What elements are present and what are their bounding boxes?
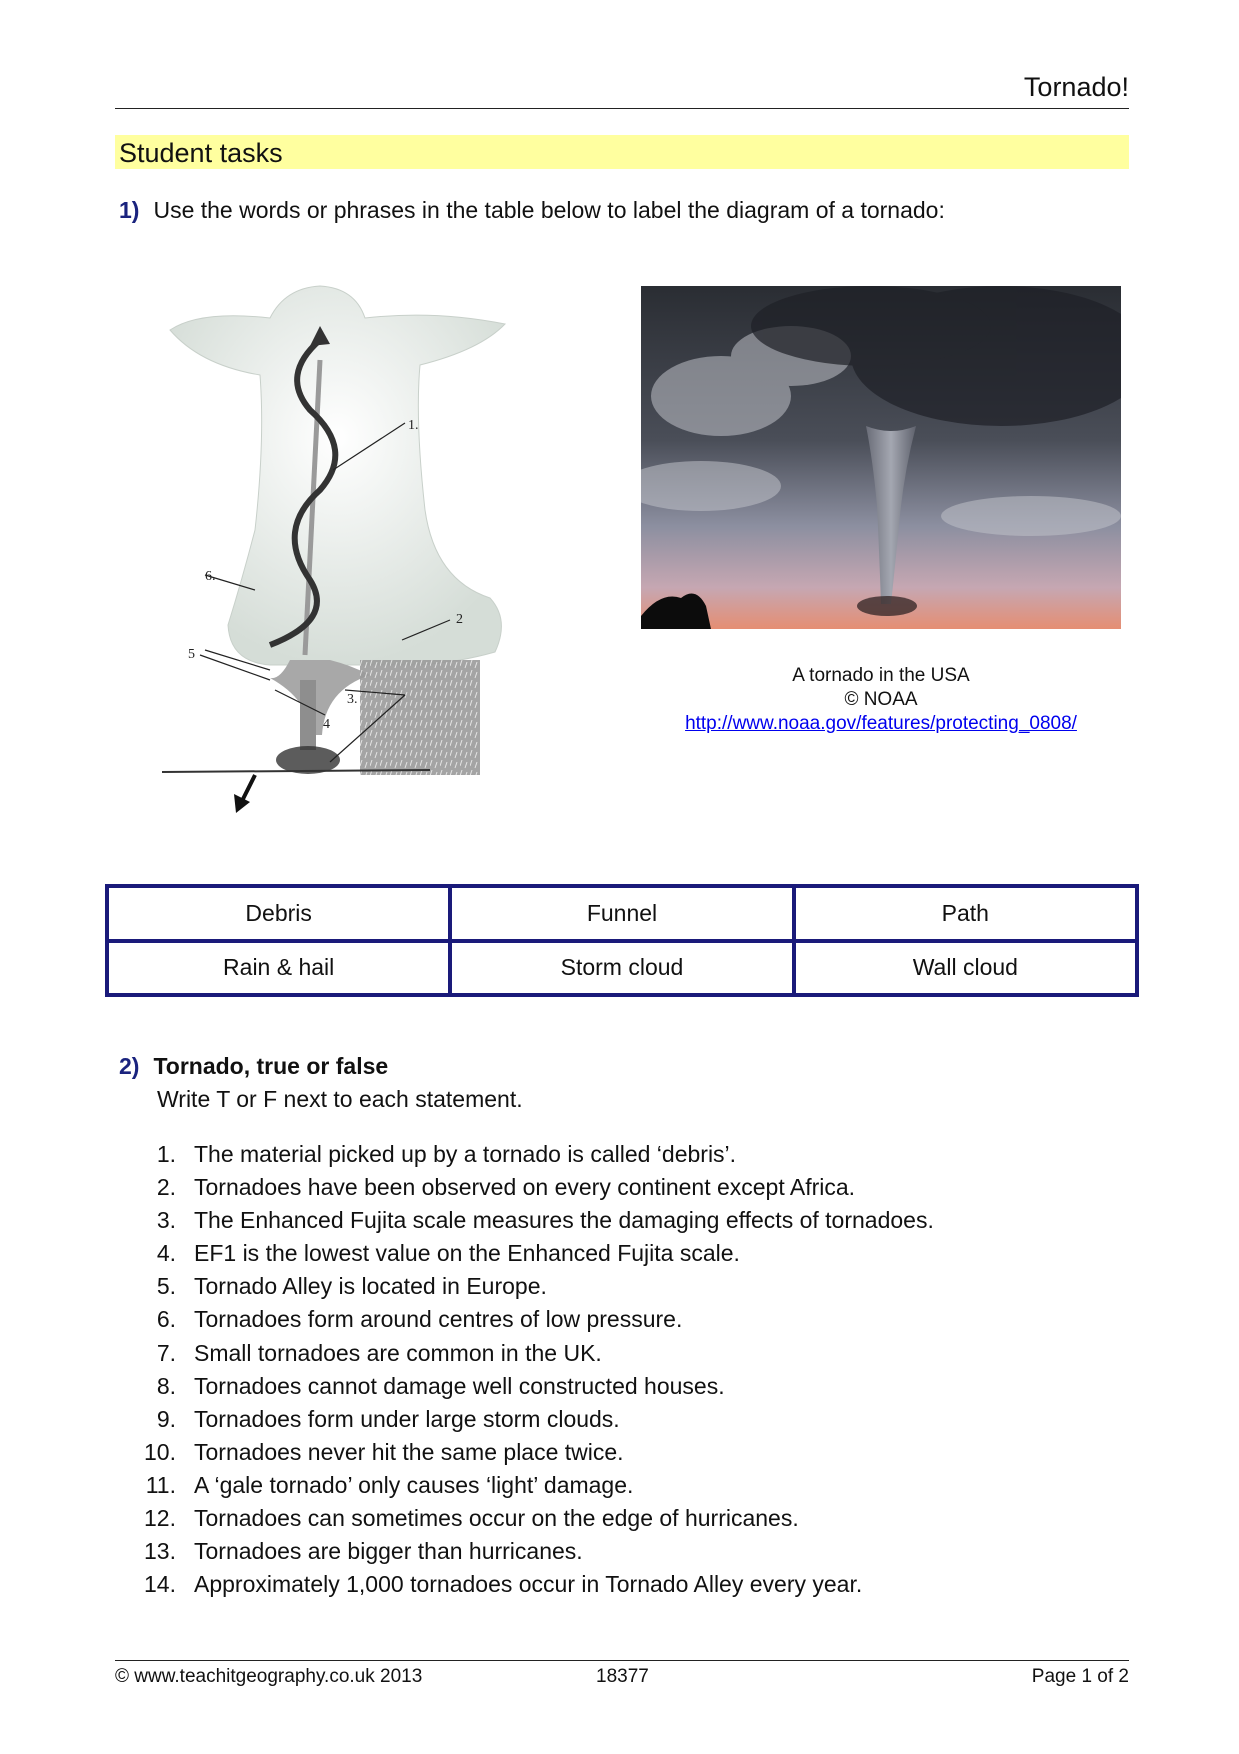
- caption-line-1: A tornado in the USA: [792, 665, 970, 686]
- document-title: Tornado!: [1023, 72, 1129, 102]
- question-1-text: Use the words or phrases in the table below to label the diagram of a tornado:: [153, 197, 945, 223]
- caption-line-2: © NOAA: [844, 689, 918, 710]
- diagram-label-3: 3.: [347, 692, 358, 707]
- list-item: 12. Tornadoes can sometimes occur on the edge of hurricanes.: [144, 1505, 799, 1532]
- header-divider: [115, 108, 1129, 109]
- table-cell: Funnel: [450, 886, 793, 941]
- list-item: 13. Tornadoes are bigger than hurricanes.: [144, 1538, 583, 1565]
- word-table: [105, 884, 1139, 997]
- caption-link[interactable]: http://www.noaa.gov/features/protecting_0808/: [685, 713, 1077, 734]
- table-cell: Storm cloud: [450, 941, 793, 996]
- diagram-label-5: 5: [188, 647, 195, 662]
- funnel-shape: [300, 680, 316, 750]
- diagram-label-6: 6.: [205, 569, 216, 584]
- question-1: [119, 197, 945, 224]
- footer-page-number: Page 1 of 2: [1031, 1666, 1129, 1687]
- question-2: [119, 1053, 388, 1080]
- table-cell: Rain & hail: [107, 941, 450, 996]
- tornado-photo: [641, 286, 1121, 629]
- question-2-number: 2): [119, 1053, 140, 1079]
- table-row: [107, 941, 1137, 996]
- table-cell: Wall cloud: [794, 941, 1137, 996]
- rain-shape: [360, 660, 480, 775]
- question-2-instruction: Write T or F next to each statement.: [157, 1086, 523, 1112]
- question-1-number: 1): [119, 197, 140, 223]
- diagram-label-1: 1.: [408, 418, 419, 433]
- table-cell: Debris: [107, 886, 450, 941]
- list-item: 2. Tornadoes have been observed on every continent except Africa.: [156, 1174, 856, 1201]
- list-item: 9. Tornadoes form under large storm clouds.: [156, 1405, 620, 1432]
- list-item: 7. Small tornadoes are common in the UK.: [156, 1339, 602, 1366]
- footer-copyright: © www.teachitgeography.co.uk 2013: [115, 1666, 423, 1687]
- list-item: 8. Tornadoes cannot damage well constructed houses.: [156, 1372, 725, 1399]
- list-item: 10. Tornadoes never hit the same place twice.: [144, 1438, 624, 1465]
- diagram-label-2: 2: [456, 612, 463, 627]
- table-row: [107, 886, 1137, 941]
- table-cell: Path: [794, 886, 1137, 941]
- list-item: 14. Approximately 1,000 tornadoes occur in Tornado Alley every year.: [144, 1571, 863, 1598]
- question-2-title: Tornado, true or false: [153, 1053, 389, 1079]
- footer-divider: [115, 1660, 1129, 1661]
- tornado-diagram: [160, 280, 580, 840]
- section-banner: [115, 135, 1129, 169]
- list-item: 11. A ‘gale tornado’ only causes ‘light’ damage.: [145, 1471, 634, 1498]
- statement-list: [130, 1138, 934, 1601]
- list-item: 1. The material picked up by a tornado is called ‘debris’.: [156, 1141, 737, 1167]
- list-item: 3. The Enhanced Fujita scale measures the damaging effects of tornadoes.: [156, 1207, 934, 1234]
- footer-resource-code: 18377: [596, 1666, 649, 1687]
- list-item: 5. Tornado Alley is located in Europe.: [156, 1273, 547, 1300]
- storm-cloud-shape: [170, 286, 505, 665]
- list-item: 4. EF1 is the lowest value on the Enhanced Fujita scale.: [156, 1240, 740, 1267]
- list-item: 6. Tornadoes form around centres of low pressure.: [156, 1306, 683, 1333]
- diagram-label-4: 4: [323, 717, 330, 732]
- section-title: Student tasks: [119, 138, 283, 168]
- photo-caption: [641, 664, 1121, 736]
